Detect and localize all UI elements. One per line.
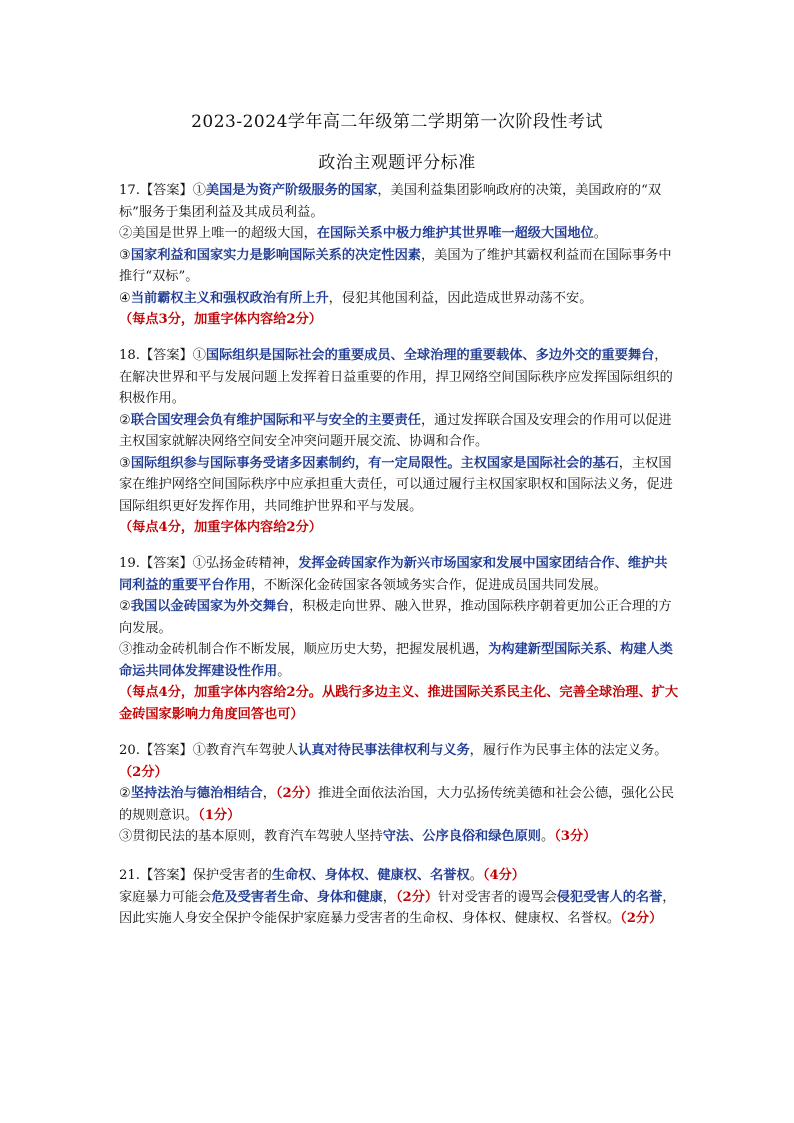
key-phrase: 美国是为资产阶级服务的国家 — [205, 183, 378, 198]
key-phrase: 国际组织是国际社会的重要成员、全球治理的重要载体、多边外交的重要舞台 — [205, 348, 655, 363]
key-phrase: 发挥金砖国家作为新兴市场国家和发展中国家团结合作、维护共同利益的重要平台作用 — [119, 556, 668, 593]
score-marker: （2分） — [119, 764, 168, 780]
answer-18-point-3: ③国际组织参与国际事务受诸多因素制约，有一定局限性。主权国家是国际社会的基石，主权国家在维护网络空间国际秩序中应承担重大责任，可以通过履行主权国家职权和国际法义务，促进国际组织更好发挥作用，共同维护世界和平与发展。 — [119, 455, 673, 514]
score-marker: （3分） — [554, 829, 597, 844]
key-phrase: 坚持法治与德治相结合 — [130, 786, 263, 801]
answer-20-point-2: ②坚持法治与德治相结合，（2分）推进全面依法治国，大力弘扬传统美德和社会公德，强化公民的规则意识。（1分） — [119, 786, 675, 823]
answer-17-point-3: ③国家利益和国家实力是影响国际关系的决定性因素，美国为了维护其霸权利益而在国际事务中推行“双标”。 — [119, 247, 672, 284]
key-phrase: 国际组织参与国际事务受诸多因素制约，有一定局限性。主权国家是国际社会的基石 — [130, 455, 619, 471]
answer-17-point-2: ②美国是世界上唯一的超级大国，在国际关系中极力维护其世界唯一超级大国地位。 — [119, 226, 607, 241]
answer-18 — [119, 345, 679, 539]
document-subtitle: 政治主观题评分标准 — [318, 153, 476, 173]
answer-19-point-3: ③推动金砖机制合作不断发展，顺应历史大势，把握发展机遇，为构建新型国际关系、构建人类命运共同体发挥建设性作用。 — [119, 642, 673, 679]
document-title: 2023-2024学年高二年级第二学期第一次阶段性考试 — [191, 112, 603, 132]
answer-21 — [119, 865, 679, 930]
key-phrase: 守法、公序良俗和绿色原则 — [382, 829, 541, 844]
key-phrase: 侵犯受害人的名誉 — [556, 889, 663, 905]
key-phrase: 认真对待民事法律权利与义务 — [298, 743, 470, 758]
key-phrase: 当前霸权主义和强权政治有所上升 — [130, 290, 329, 306]
answer-20 — [119, 740, 679, 848]
key-phrase: 我国以金砖国家为外交舞台 — [130, 599, 290, 614]
scoring-note: （每点4分，加重字体内容给2分） — [119, 520, 322, 535]
scoring-note: （每点3分，加重字体内容给2分） — [119, 312, 322, 327]
answer-19 — [119, 553, 679, 725]
answer-20-point-1: 20.【答案】①教育汽车驾驶人认真对待民事法律权利与义务，履行作为民事主体的法定义务。（2分） — [119, 743, 668, 780]
answer-17 — [119, 180, 679, 331]
key-phrase: 在国际关系中极力维护其世界唯一超级大国地位 — [316, 226, 594, 241]
key-phrase: 为构建新型国际关系、构建人类命运共同体发挥建设性作用 — [119, 642, 673, 679]
score-marker: （1分） — [198, 807, 241, 823]
answer-19-point-2: ②我国以金砖国家为外交舞台，积极走向世界、融入世界，推动国际秩序朝着更加公正合理的方向发展。 — [119, 599, 672, 636]
answer-20-point-3: ③贯彻民法的基本原则，教育汽车驾驶人坚持守法、公序良俗和绿色原则。（3分） — [119, 829, 597, 844]
key-phrase: 国家利益和国家实力是影响国际关系的决定性因素 — [130, 247, 421, 263]
answer-18-point-2: ②联合国安理会负有维护国际和平与安全的主要责任，通过发挥联合国及安理会的作用可以促进主权国家就解决网络空间安全冲突问题开展交流、协调和合作。 — [119, 412, 672, 449]
answer-18-point-1: 18.【答案】①国际组织是国际社会的重要成员、全球治理的重要载体、多边外交的重要舞台，在解决世界和平与发展问题上发挥着日益重要的作用，捍卫网络空间国际秩序应发挥国际组织的积极作用。 — [119, 348, 673, 406]
answer-17-point-4: ④当前霸权主义和强权政治有所上升，侵犯其他国利益，因此造成世界动荡不安。 — [119, 290, 593, 306]
answer-17-point-1: 17.【答案】①美国是为资产阶级服务的国家，美国利益集团影响政府的决策，美国政府的“双标”服务于集团利益及其成员利益。 — [119, 183, 662, 220]
score-marker: （2分） — [275, 786, 319, 801]
key-phrase: 生命权、身体权、健康权、名誉权 — [271, 868, 470, 883]
scoring-note: （每点4分，加重字体内容给2分。从践行多边主义、推进国际关系民主化、完善全球治理、扩大金砖国家影响力角度回答也可） — [119, 685, 679, 722]
score-marker: （4分） — [482, 868, 525, 883]
key-phrase: 危及受害者生命、身体和健康 — [211, 889, 383, 905]
score-marker: （2分） — [395, 889, 439, 905]
key-phrase: 联合国安理会负有维护国际和平与安全的主要责任 — [130, 412, 421, 428]
answer-21-point-2: 家庭暴力可能会危及受害者生命、身体和健康，（2分）针对受害者的谩骂会侵犯受害人的名誉，因此实施人身安全保护令能保护家庭暴力受害者的生命权、身体权、健康权、名誉权。（2分） — [119, 889, 676, 926]
answer-21-point-1: 21.【答案】保护受害者的生命权、身体权、健康权、名誉权。（4分） — [119, 868, 525, 883]
score-marker: （2分） — [620, 911, 663, 926]
answer-19-point-1: 19.【答案】①弘扬金砖精神，发挥金砖国家作为新兴市场国家和发展中国家团结合作、维护共同利益的重要平台作用，不断深化金砖国家各领域务实合作，促进成员国共同发展。 — [119, 556, 668, 593]
